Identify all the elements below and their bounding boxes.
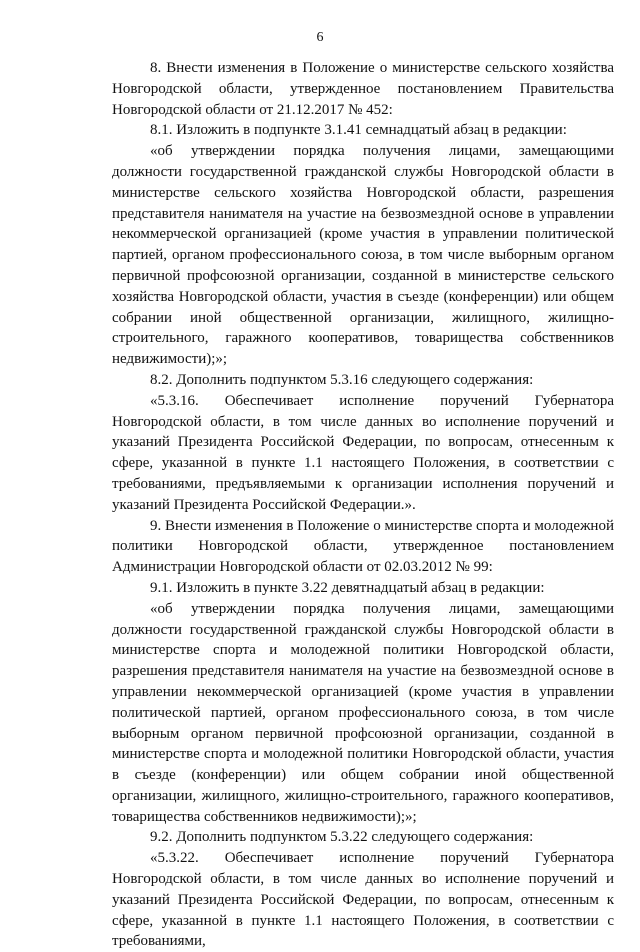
paragraph-item-8: 8. Внести изменения в Положение о министерстве сельского хозяйства Новгородской области, утвержденное постановлением Правительства Новгородской области от 21.12.2017 № 452: <box>112 60 614 118</box>
paragraph-item-9: 9. Внести изменения в Положение о министерстве спорта и молодежной политики Новгородской области, утвержденное постановлением Администрации Новгородской области от 02.03.2012 № 99: <box>112 517 614 576</box>
page-number: 6 <box>316 30 324 45</box>
paragraph-item-9-2: 9.2. Дополнить подпунктом 5.3.22 следующего содержания: <box>150 829 534 846</box>
paragraph-quote-9-2: «5.3.22. Обеспечивает исполнение поручений Губернатора Новгородской области, в том числе данных во исполнение поручений и указаний Президента Российской Федерации, по вопросам, отнесенным к сфере, указанной в пункте 1.1 настоящего Положения, в соответствии с требованиями, <box>112 850 614 950</box>
paragraph-quote-8-2: «5.3.16. Обеспечивает исполнение поручений Губернатора Новгородской области, в том числе данных во исполнение поручений и указаний Президента Российской Федерации, по вопросам, отнесенным к сфере, указанной в пункте 1.1 настоящего Положения, в соответствии с требованиями, предъявляемыми к организации исполнения поручений и указаний Президента Российской Федерации.». <box>112 392 614 513</box>
paragraph-quote-9-1: «об утверждении порядка получения лицами, замещающими должности государственной гражданской службы Новгородской области в министерстве спорта и молодежной политики Новгородской области, разрешения представителя нанимателя на участие на безвозмездной основе в управлении некоммерческой организацией (кроме участия в управлении политической партией, органом профессионального союза, в том числе выборным органом первичной профсоюзной организации, созданной в министерстве спорта и молодежной политики Новгородской области, участия в съезде (конференции) или общем собрании иной общественной организации, жилищного, жилищно-строительного, гаражного кооперативов, товарищества собственников недвижимости);»; <box>112 600 614 825</box>
paragraph-item-8-1: 8.1. Изложить в подпункте 3.1.41 семнадцатый абзац в редакции: <box>150 122 567 139</box>
document-body <box>112 58 614 952</box>
paragraph-item-9-1: 9.1. Изложить в пункте 3.22 девятнадцатый абзац в редакции: <box>150 579 545 596</box>
paragraph-quote-8-1: «об утверждении порядка получения лицами, замещающими должности государственной гражданской службы Новгородской области в министерстве сельского хозяйства Новгородской области, разрешения представителя нанимателя на участие на безвозмездной основе в управлении некоммерческой организацией (кроме участия в управлении политической партией, органом профессионального союза, в том числе выборным органом первичной профсоюзной организации, созданной в министерстве сельского хозяйства Новгородской области, участия в съезде (конференции) или общем собрании иной общественной организации, жилищного, жилищно-строительного, гаражного кооперативов, товарищества собственников недвижимости);»; <box>112 143 614 368</box>
paragraph-item-8-2: 8.2. Дополнить подпунктом 5.3.16 следующего содержания: <box>150 371 534 388</box>
